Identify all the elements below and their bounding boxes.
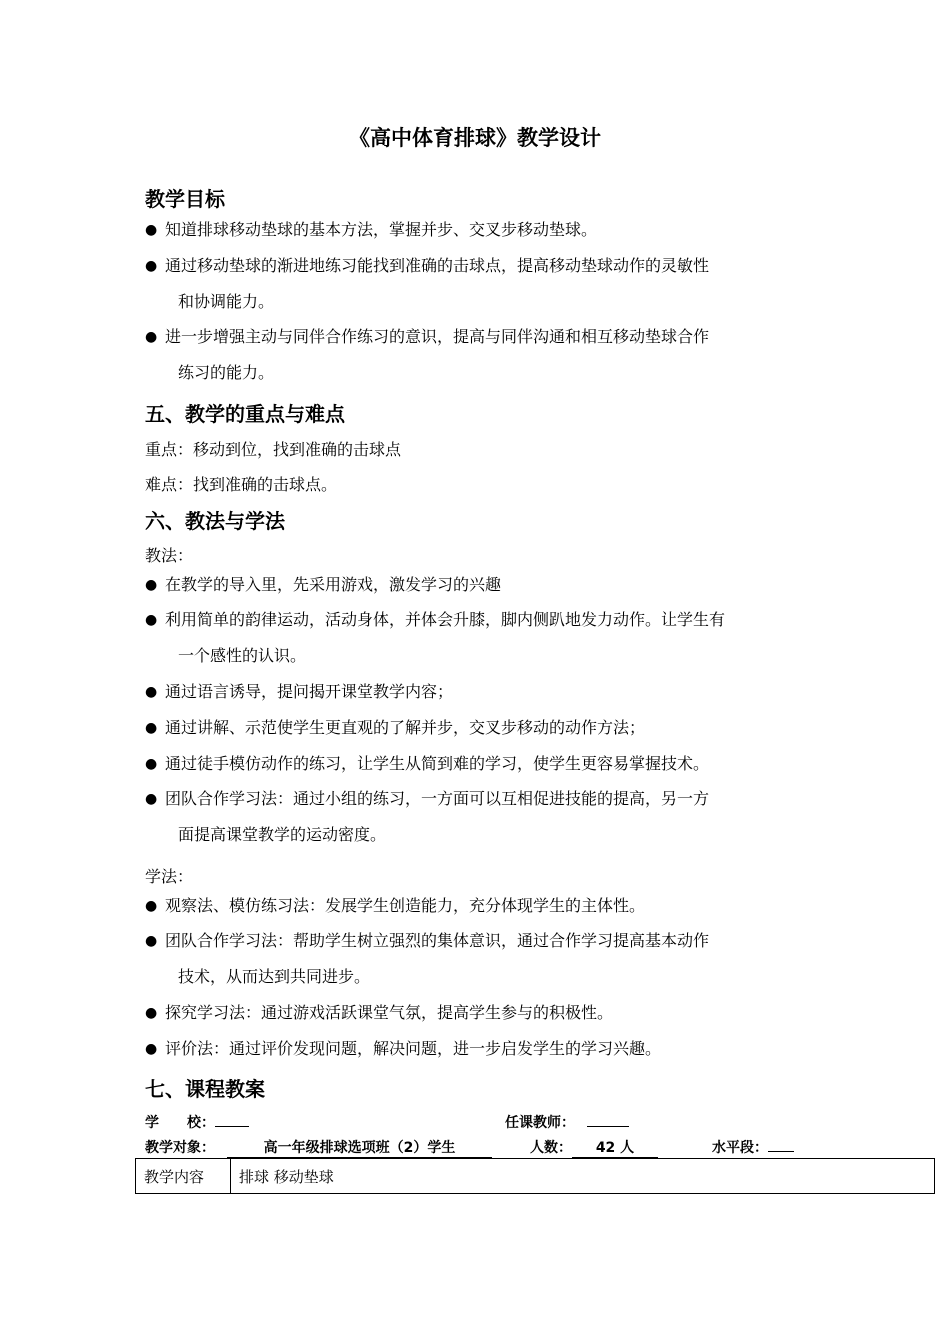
goal-text: 通过移动垫球的渐进地练习能找到准确的击球点，提高移动垫球动作的灵敏性 (165, 256, 710, 275)
lesson-plan-heading: 七、课程教案 (145, 1077, 265, 1101)
bullet-icon: ● (145, 612, 158, 628)
bullet-icon: ● (145, 258, 158, 274)
bullet-icon: ● (145, 1041, 158, 1057)
school-field (145, 1112, 249, 1132)
count-value: 42 人 (572, 1137, 658, 1158)
learning-label: 学法： (145, 867, 194, 886)
bullet-icon: ● (145, 791, 158, 807)
teacher-value (587, 1126, 629, 1127)
teaching-text: 在教学的导入里，先采用游戏，激发学习的兴趣 (165, 575, 502, 594)
teaching-text-cont: 面提高课堂教学的运动密度。 (178, 825, 387, 844)
bullet-icon: ● (145, 933, 158, 949)
lesson-table (135, 1158, 935, 1194)
count-field (530, 1137, 658, 1158)
count-label: 人数： (530, 1140, 572, 1156)
teaching-label: 教法： (145, 546, 194, 565)
learning-text: 团队合作学习法：帮助学生树立强烈的集体意识，通过合作学习提高基本动作 (165, 931, 710, 950)
table-row (136, 1159, 935, 1194)
teaching-text: 通过徒手模仿动作的练习，让学生从简到难的学习，使学生更容易掌握技术。 (165, 754, 710, 773)
bullet-icon: ● (145, 756, 158, 772)
target-field (145, 1137, 492, 1158)
teaching-text: 团队合作学习法：通过小组的练习，一方面可以互相促进技能的提高，另一方 (165, 789, 710, 808)
learning-item (145, 933, 825, 995)
school-label: 学 校： (145, 1115, 215, 1131)
bullet-icon: ● (145, 720, 158, 736)
target-value: 高一年级排球选项班（2）学生 (227, 1137, 492, 1158)
teaching-text: 通过语言诱导，提问揭开课堂教学内容； (165, 682, 454, 701)
bullet-icon: ● (145, 898, 158, 914)
goal-item (145, 258, 825, 320)
teaching-item (145, 684, 825, 710)
goal-text-cont: 和协调能力。 (178, 292, 275, 311)
goal-item (145, 329, 825, 391)
goal-text: 知道排球移动垫球的基本方法，掌握并步、交叉步移动垫球。 (165, 220, 598, 239)
goal-text: 进一步增强主动与同伴合作练习的意识，提高与同伴沟通和相互移动垫球合作 (165, 327, 710, 346)
level-label: 水平段： (712, 1140, 768, 1156)
bullet-icon: ● (145, 577, 158, 593)
teaching-item (145, 791, 825, 853)
key-points-heading: 五、教学的重点与难点 (145, 402, 345, 426)
teacher-label: 任课教师： (505, 1115, 575, 1131)
bullet-icon: ● (145, 1005, 158, 1021)
learning-item (145, 1041, 825, 1067)
teaching-text: 通过讲解、示范使学生更直观的了解并步，交叉步移动的动作方法； (165, 718, 646, 737)
bullet-icon: ● (145, 222, 158, 238)
learning-text: 探究学习法：通过游戏活跃课堂气氛，提高学生参与的积极性。 (165, 1003, 614, 1022)
content-value-cell: 排球 移动垫球 (231, 1159, 935, 1194)
teaching-item (145, 720, 825, 746)
learning-text: 观察法、模仿练习法：发展学生创造能力，充分体现学生的主体性。 (165, 896, 646, 915)
level-field (712, 1137, 794, 1157)
teaching-item (145, 577, 825, 603)
learning-item (145, 898, 825, 924)
methods-heading: 六、教法与学法 (145, 509, 285, 533)
teaching-text-cont: 一个感性的认识。 (178, 646, 307, 665)
learning-text: 评价法：通过评价发现问题，解决问题，进一步启发学生的学习兴趣。 (165, 1039, 662, 1058)
learning-item (145, 1005, 825, 1031)
teaching-item (145, 756, 825, 782)
goal-item (145, 222, 825, 248)
page-title: 《高中体育排球》教学设计 (349, 126, 601, 150)
difficulty-text: 难点：找到准确的击球点。 (145, 475, 338, 494)
teaching-item (145, 612, 825, 674)
level-value (768, 1151, 794, 1152)
content-label-cell: 教学内容 (136, 1159, 231, 1194)
goal-text-cont: 练习的能力。 (178, 363, 275, 382)
target-label: 教学对象： (145, 1140, 215, 1156)
goals-heading: 教学目标 (145, 187, 225, 211)
focus-text: 重点：移动到位，找到准确的击球点 (145, 440, 402, 459)
bullet-icon: ● (145, 329, 158, 345)
school-value (215, 1126, 249, 1127)
teacher-field (505, 1112, 629, 1132)
teaching-text: 利用简单的韵律运动，活动身体，并体会升膝，脚内侧趴地发力动作。让学生有 (165, 610, 726, 629)
bullet-icon: ● (145, 684, 158, 700)
learning-text-cont: 技术，从而达到共同进步。 (178, 967, 371, 986)
